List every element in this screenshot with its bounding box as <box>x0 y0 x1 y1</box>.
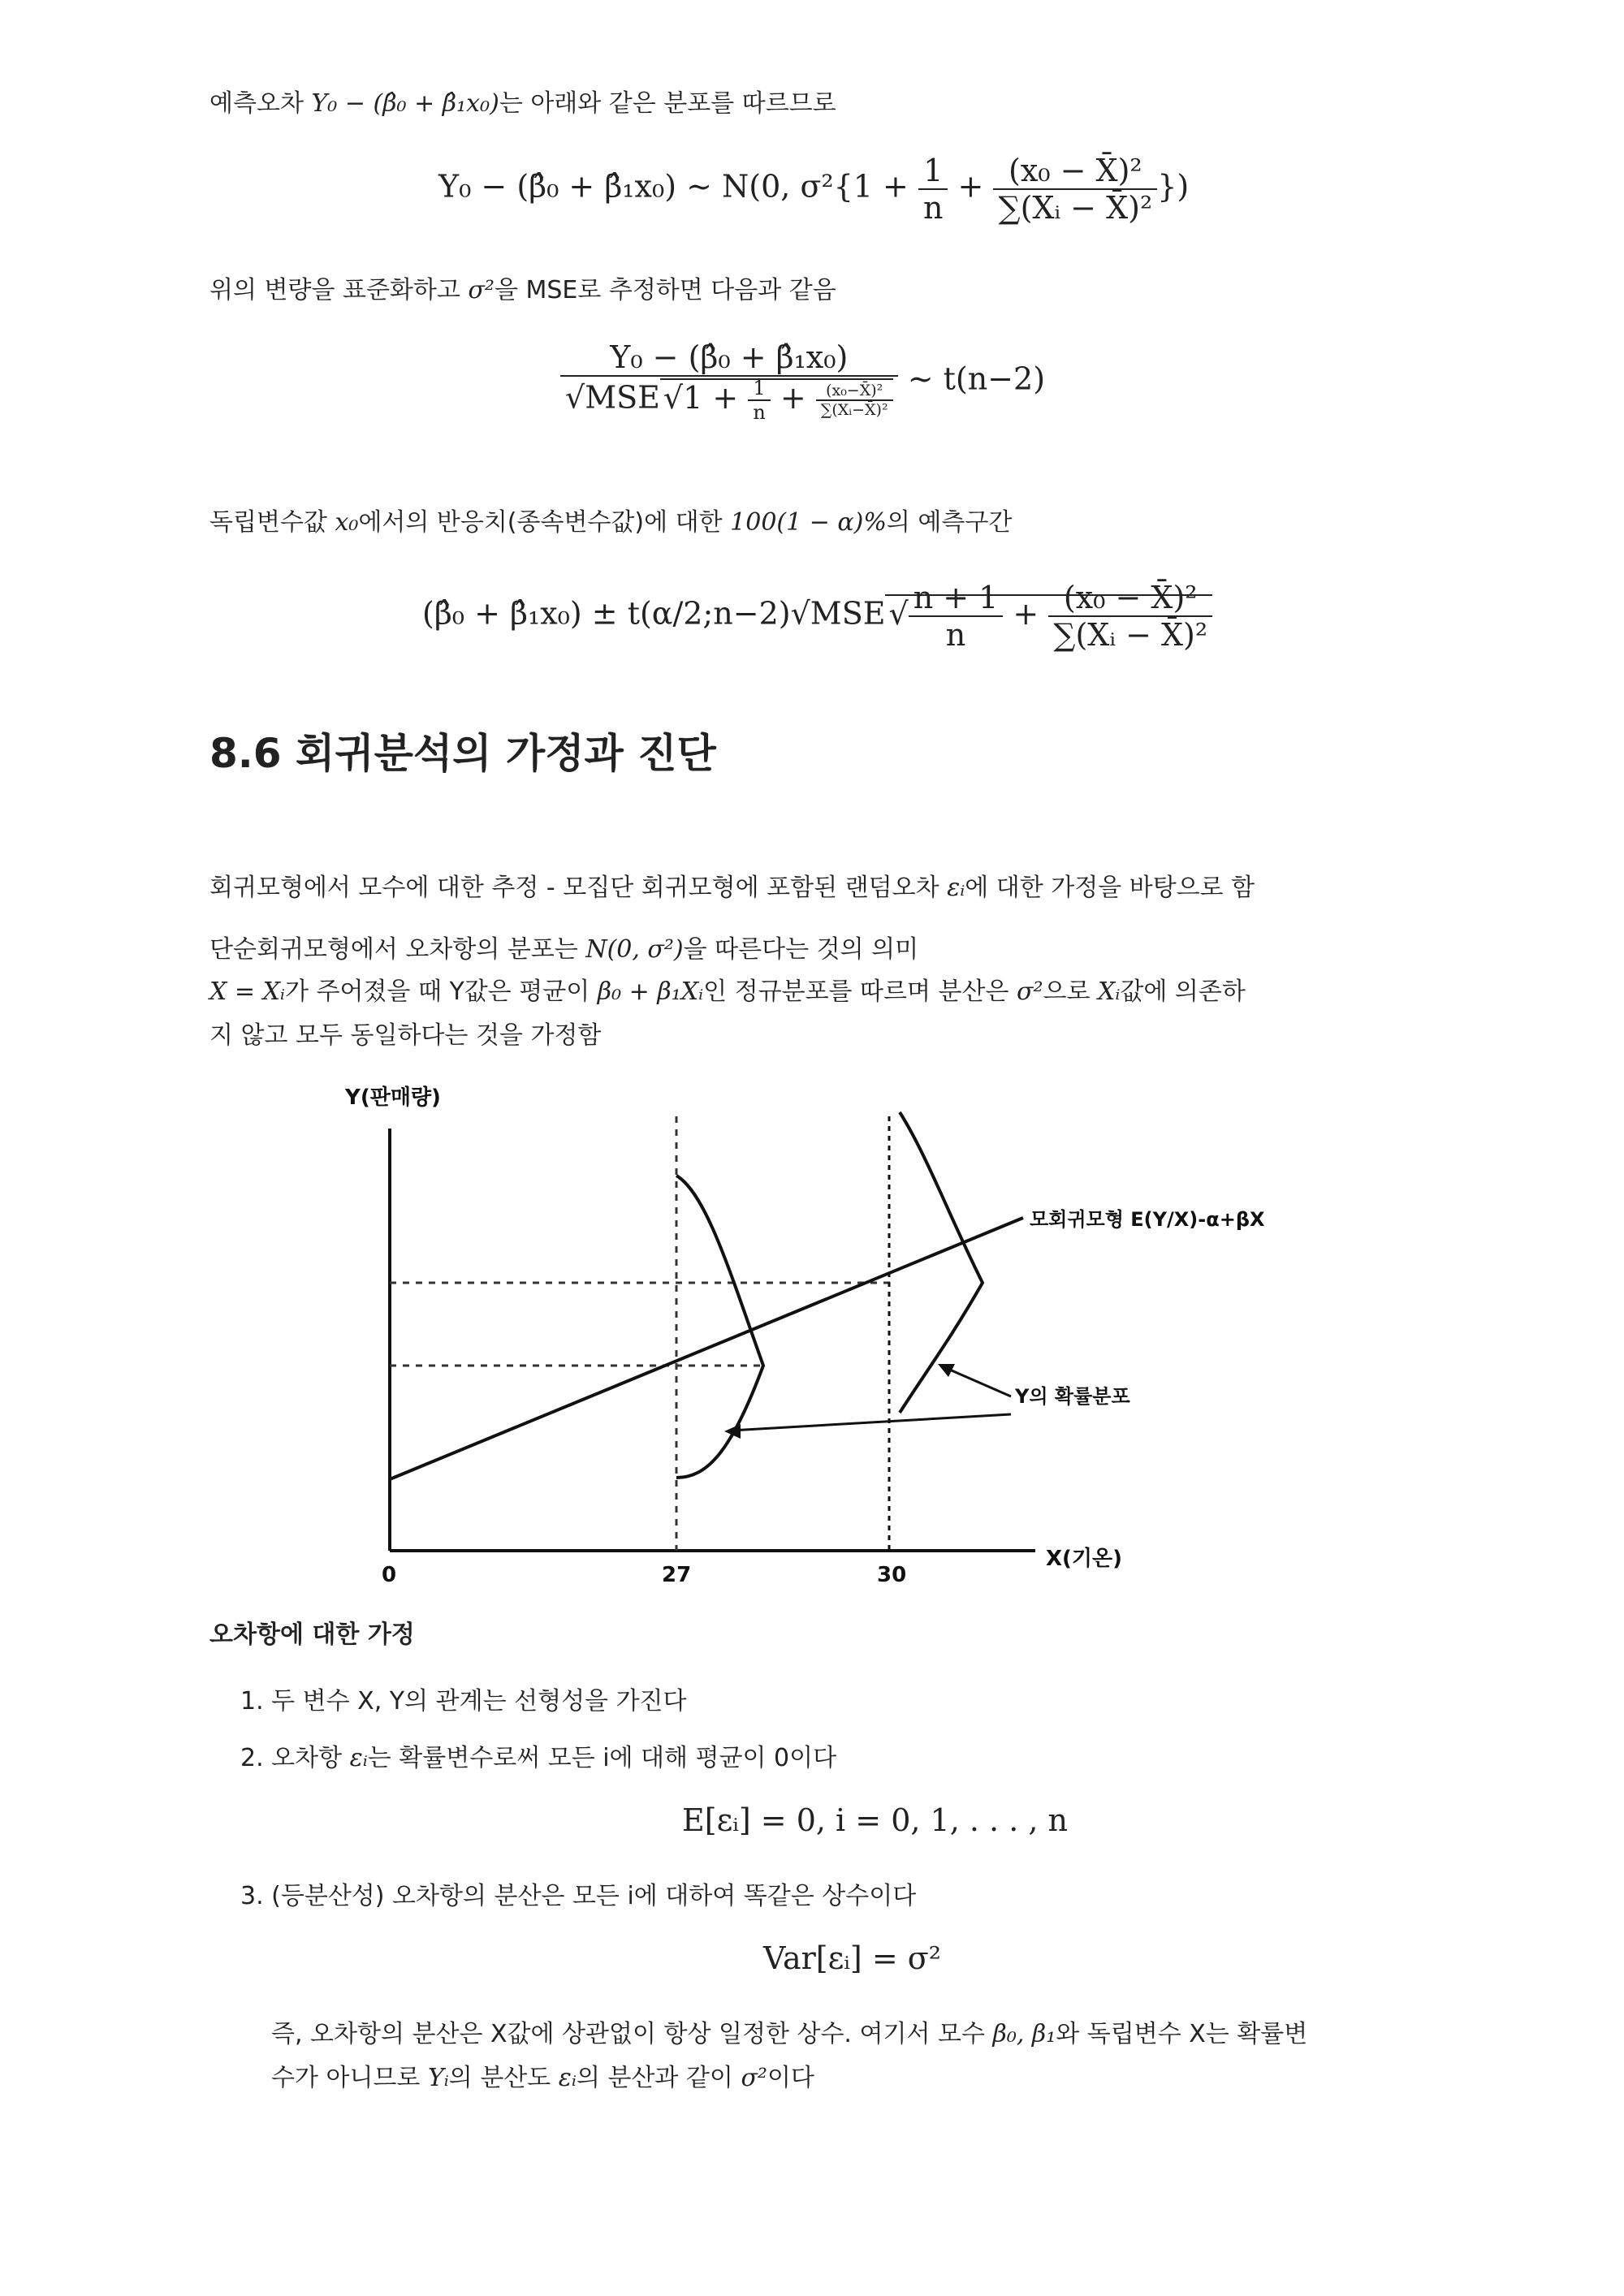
fraction: $\frac{\text{(x₀ − X̄)²}}{\text{∑(Xᵢ − X̄)²}}$ <box>993 153 1157 226</box>
list-item-3: 3. (등분산성) 오차항의 분산은 모든 i에 대하여 똑같은 상수이다 <box>240 1882 917 1910</box>
arrow-to-curve-30 <box>946 1368 1011 1396</box>
paragraph-standardize: 위의 변량을 표준화하고 σ²을 MSE로 추정하면 다음과 같음 <box>209 276 836 304</box>
subheading-error-assumptions: 오차항에 대한 가정 <box>209 1621 415 1649</box>
regression-line <box>390 1218 1023 1479</box>
fraction: Y₀ − (β̂₀ + β̂₁x₀) √MSE √1 + $\frac{1}{n}$ + $\frac{\text{(x₀−X̄)²}}{\text{∑(Xᵢ−X̄)²}}$ <box>560 339 898 424</box>
list-item-1: 1. 두 변수 X, Y의 관계는 선형성을 가진다 <box>240 1687 687 1716</box>
arrow-to-curve-27 <box>731 1414 1011 1431</box>
paragraph-error-distribution-line2: X = Xᵢ가 주어졌을 때 Y값은 평균이 β₀ + β₁Xᵢ인 정규분포를 따르며 분산은 σ²으로 Xᵢ값에 의존하 <box>209 978 1246 1006</box>
math-inline: Y₀ − (β̂₀ + β̂₁x₀) <box>311 89 499 118</box>
paragraph-model-assumption: 회귀모형에서 모수에 대한 추정 - 모집단 회귀모형에 포함된 랜덤오차 εᵢ에 대한 가정을 바탕으로 함 <box>209 874 1255 902</box>
equation-constant-variance: Var[εᵢ] = σ² <box>763 1940 941 1976</box>
equation-t-statistic <box>560 339 1045 424</box>
equation-error-distribution: Y₀ − (β̂₀ + β̂₁x₀) ∼ N(0, σ²{1 + $\frac{1}{n}$ + $\frac{\text{(x₀ − X̄)²}}{\text{∑(Xᵢ − X̄)²}}$ }) <box>438 153 1190 226</box>
equation-zero-mean: E[εᵢ] = 0, i = 0, 1, . . . , n <box>682 1802 1068 1838</box>
distribution-label: Y의 확률분포 <box>1015 1385 1130 1408</box>
x-axis-label: X(기온) <box>1046 1547 1123 1571</box>
normal-curve-27 <box>676 1176 763 1478</box>
list-item-2: 2. 오차항 εᵢ는 확률변수로써 모든 i에 대해 평균이 0이다 <box>240 1744 837 1772</box>
note-line-2: 수가 아니므로 Yᵢ의 분산도 εᵢ의 분산과 같이 σ²이다 <box>271 2064 814 2092</box>
tick-27: 27 <box>662 1563 692 1587</box>
section-title: 8.6 회귀분석의 가정과 진단 <box>209 730 716 777</box>
tick-30: 30 <box>877 1563 907 1587</box>
paragraph-error-distribution-line1: 단순회귀모형에서 오차항의 분포는 N(0, σ²)을 따른다는 것의 의미 <box>209 935 919 964</box>
note-line-1: 즉, 오차항의 분산은 X값에 상관없이 항상 일정한 상수. 여기서 모수 β₀, β₁와 독립변수 X는 확률변 <box>271 2020 1308 2048</box>
text: 예측오차 <box>209 89 312 118</box>
math: Y₀ − (β̂₀ + β̂₁x₀) ∼ N(0, σ²{1 + <box>438 168 918 205</box>
regression-figure <box>325 1072 1324 1591</box>
equation-prediction-interval: (β̂₀ + β̂₁x₀) ± t(α/2;n−2)√MSE √ $\frac{n + 1}{n}$ + $\frac{\text{(x₀ − X̄)²}}{\text{∑(Xᵢ − X̄)²}}$ <box>422 580 1212 653</box>
paragraph-error-distribution-line3: 지 않고 모두 동일하다는 것을 가정함 <box>209 1021 602 1050</box>
math: ∼ t(n−2) <box>907 360 1046 397</box>
y-axis-label: Y(판매량) <box>345 1085 441 1110</box>
tick-0: 0 <box>382 1563 397 1587</box>
paragraph-prediction-error <box>209 86 836 122</box>
fraction: $\frac{1}{n}$ <box>918 153 948 226</box>
paragraph-prediction-interval: 독립변수값 x₀에서의 반응치(종속변수값)에 대한 100(1 − α)%의 예측구간 <box>209 508 1013 537</box>
regression-line-label: 모회귀모형 E(Y/X)-α+βX <box>1030 1208 1265 1231</box>
text: 는 아래와 같은 분포를 따르므로 <box>499 89 836 118</box>
